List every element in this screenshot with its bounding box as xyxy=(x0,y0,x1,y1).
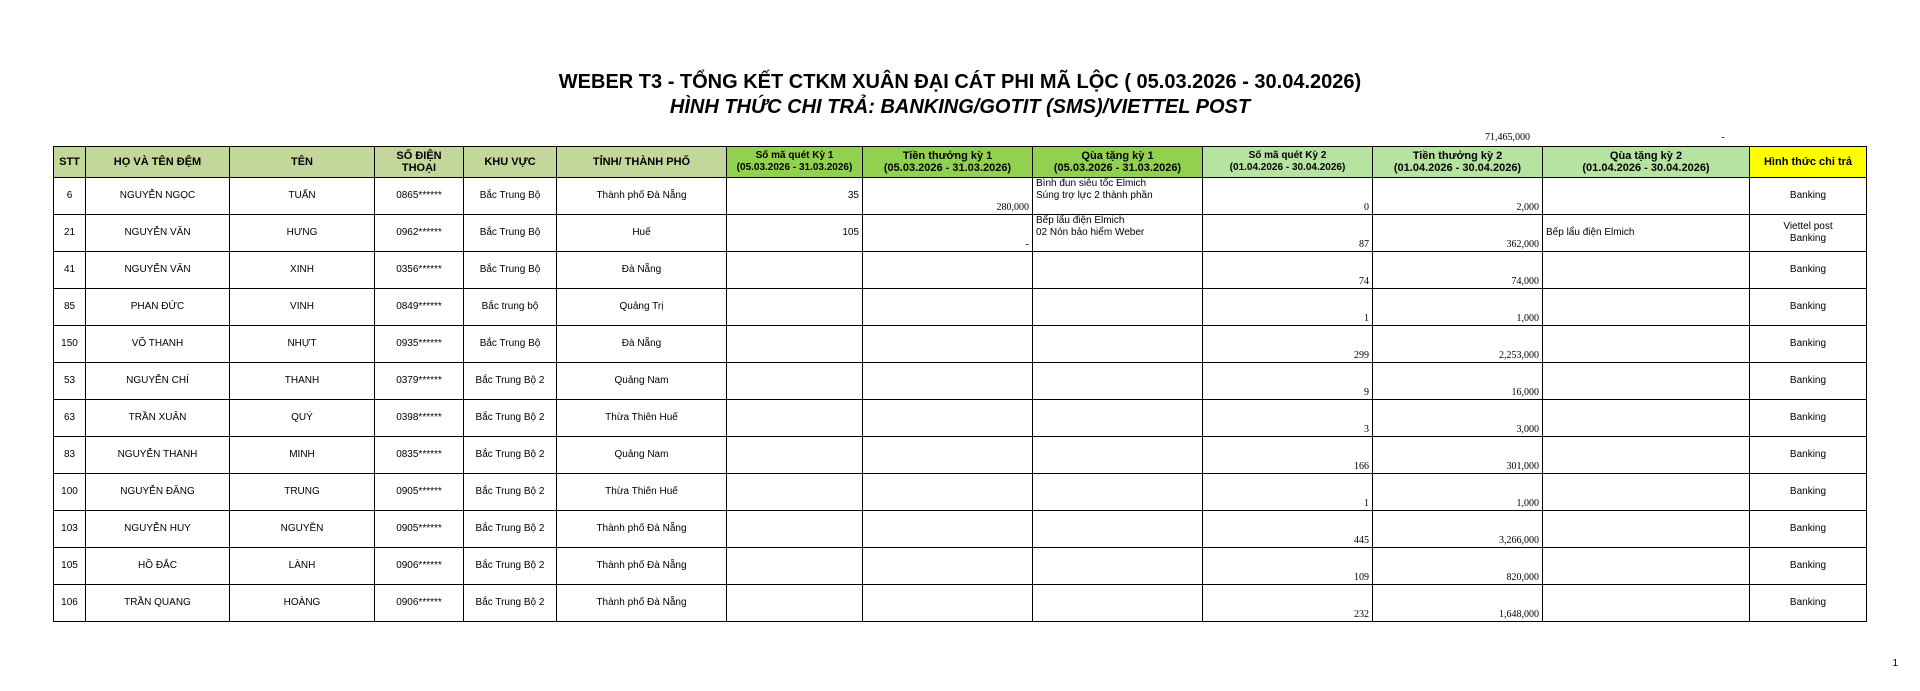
table-row xyxy=(54,474,1867,511)
cell-tinh-thanh-pho: Thành phố Đà Nẵng xyxy=(557,548,727,585)
cell-ten: HƯNG xyxy=(230,215,375,252)
cell-qua-ky1: Bình đun siêu tốc Elmich Súng trợ lực 2 thành phần xyxy=(1033,178,1203,215)
cell-tien-ky1 xyxy=(863,400,1033,437)
cell-tien-ky1 xyxy=(863,326,1033,363)
header-qua-ky2-label: Qùa tặng kỳ 2 xyxy=(1609,150,1683,162)
cell-hinh-thuc-chi-tra: Banking xyxy=(1750,474,1867,511)
cell-khu-vuc: Bắc Trung Bộ 2 xyxy=(464,363,557,400)
cell-ten: TRUNG xyxy=(230,474,375,511)
cell-qua-ky2 xyxy=(1543,511,1750,548)
cell-qua-ky2 xyxy=(1543,548,1750,585)
cell-tien-ky2: 2,000 xyxy=(1373,178,1543,215)
cell-hinh-thuc-chi-tra: Banking xyxy=(1750,400,1867,437)
total-dash: - xyxy=(1721,132,1725,143)
cell-stt: 100 xyxy=(54,474,86,511)
header-tien-ky1-label: Tiền thưởng kỳ 1 xyxy=(902,150,993,162)
cell-qua-ky1 xyxy=(1033,252,1203,289)
cell-ten: NGUYỀN xyxy=(230,511,375,548)
cell-so-ma-ky2: 445 xyxy=(1203,511,1373,548)
cell-tinh-thanh-pho: Thành phố Đà Nẵng xyxy=(557,178,727,215)
cell-khu-vuc: Bắc Trung Bộ 2 xyxy=(464,474,557,511)
cell-so-ma-ky1: 105 xyxy=(727,215,863,252)
cell-ho-ten-dem: NGUYỄN NGỌC xyxy=(86,178,230,215)
cell-tien-ky2: 301,000 xyxy=(1373,437,1543,474)
cell-so-ma-ky1 xyxy=(727,252,863,289)
cell-tien-ky2: 3,266,000 xyxy=(1373,511,1543,548)
cell-qua-ky1 xyxy=(1033,400,1203,437)
cell-stt: 63 xyxy=(54,400,86,437)
cell-so-dien-thoai: 0356****** xyxy=(375,252,464,289)
cell-ten: VINH xyxy=(230,289,375,326)
cell-so-ma-ky1 xyxy=(727,437,863,474)
cell-qua-ky1 xyxy=(1033,548,1203,585)
cell-hinh-thuc-chi-tra: Banking xyxy=(1750,178,1867,215)
cell-so-dien-thoai: 0905****** xyxy=(375,511,464,548)
table-row xyxy=(54,178,1867,215)
header-tien-ky2-label: Tiền thưởng kỳ 2 xyxy=(1412,150,1503,162)
cell-tien-ky1: - xyxy=(863,215,1033,252)
cell-qua-ky2 xyxy=(1543,178,1750,215)
header-stt: STT xyxy=(54,147,86,178)
cell-khu-vuc: Bắc Trung Bộ 2 xyxy=(464,585,557,622)
summary-table xyxy=(53,146,1867,622)
cell-tien-ky1 xyxy=(863,474,1033,511)
header-so-ma-ky2 xyxy=(1203,147,1373,178)
header-qua-ky2-range: (01.04.2026 - 30.04.2026) xyxy=(1582,162,1710,174)
cell-hinh-thuc-chi-tra: Banking xyxy=(1750,511,1867,548)
cell-stt: 83 xyxy=(54,437,86,474)
header-so-dien-thoai: SỐ ĐIỆN THOẠI xyxy=(375,147,464,178)
cell-qua-ky1 xyxy=(1033,474,1203,511)
header-so-ma-ky2-label: Số mã quét Kỳ 2 xyxy=(1248,150,1327,161)
header-so-ma-ky2-range: (01.04.2026 - 30.04.2026) xyxy=(1229,162,1346,173)
cell-qua-ky1 xyxy=(1033,511,1203,548)
cell-stt: 6 xyxy=(54,178,86,215)
cell-tinh-thanh-pho: Thành phố Đà Nẵng xyxy=(557,511,727,548)
table-row xyxy=(54,400,1867,437)
header-qua-ky1 xyxy=(1033,147,1203,178)
cell-so-dien-thoai: 0906****** xyxy=(375,548,464,585)
cell-khu-vuc: Bắc trung bộ xyxy=(464,289,557,326)
header-so-ma-ky1 xyxy=(727,147,863,178)
cell-qua-ky1 xyxy=(1033,326,1203,363)
cell-qua-ky2 xyxy=(1543,326,1750,363)
table-row xyxy=(54,548,1867,585)
cell-qua-ky2 xyxy=(1543,252,1750,289)
cell-stt: 53 xyxy=(54,363,86,400)
cell-so-ma-ky2: 3 xyxy=(1203,400,1373,437)
cell-hinh-thuc-chi-tra: Banking xyxy=(1750,326,1867,363)
table-row xyxy=(54,511,1867,548)
cell-qua-ky2 xyxy=(1543,400,1750,437)
cell-so-ma-ky1 xyxy=(727,585,863,622)
cell-so-dien-thoai: 0906****** xyxy=(375,585,464,622)
cell-ten: NHỰT xyxy=(230,326,375,363)
table-row xyxy=(54,252,1867,289)
cell-so-dien-thoai: 0379****** xyxy=(375,363,464,400)
cell-tien-ky2: 1,000 xyxy=(1373,474,1543,511)
cell-so-dien-thoai: 0865****** xyxy=(375,178,464,215)
cell-ho-ten-dem: PHAN ĐỨC xyxy=(86,289,230,326)
cell-qua-ky1 xyxy=(1033,437,1203,474)
cell-stt: 41 xyxy=(54,252,86,289)
cell-so-ma-ky2: 299 xyxy=(1203,326,1373,363)
cell-so-dien-thoai: 0905****** xyxy=(375,474,464,511)
cell-tinh-thanh-pho: Quảng Trị xyxy=(557,289,727,326)
cell-ten: LÀNH xyxy=(230,548,375,585)
cell-tien-ky1 xyxy=(863,511,1033,548)
header-qua-ky1-range: (05.03.2026 - 31.03.2026) xyxy=(1053,162,1182,174)
cell-tien-ky2: 820,000 xyxy=(1373,548,1543,585)
cell-stt: 21 xyxy=(54,215,86,252)
cell-tien-ky1 xyxy=(863,252,1033,289)
cell-hinh-thuc-chi-tra: Banking xyxy=(1750,363,1867,400)
cell-tinh-thanh-pho: Đà Nẵng xyxy=(557,326,727,363)
cell-stt: 103 xyxy=(54,511,86,548)
cell-tien-ky1 xyxy=(863,289,1033,326)
cell-tinh-thanh-pho: Thành phố Đà Nẵng xyxy=(557,585,727,622)
cell-so-dien-thoai: 0835****** xyxy=(375,437,464,474)
cell-khu-vuc: Bắc Trung Bộ xyxy=(464,215,557,252)
total-amount: 71,465,000 xyxy=(1485,132,1530,143)
cell-stt: 85 xyxy=(54,289,86,326)
cell-so-ma-ky1 xyxy=(727,511,863,548)
cell-so-ma-ky2: 0 xyxy=(1203,178,1373,215)
cell-so-ma-ky2: 74 xyxy=(1203,252,1373,289)
cell-so-dien-thoai: 0398****** xyxy=(375,400,464,437)
cell-tinh-thanh-pho: Huế xyxy=(557,215,727,252)
cell-qua-ky1 xyxy=(1033,289,1203,326)
cell-hinh-thuc-chi-tra: Banking xyxy=(1750,548,1867,585)
cell-qua-ky1 xyxy=(1033,363,1203,400)
header-so-ma-ky1-range: (05.03.2026 - 31.03.2026) xyxy=(736,162,853,173)
cell-hinh-thuc-chi-tra: Banking xyxy=(1750,437,1867,474)
cell-ten: MINH xyxy=(230,437,375,474)
cell-so-dien-thoai: 0849****** xyxy=(375,289,464,326)
cell-qua-ky2: Bếp lẩu điện Elmich xyxy=(1543,215,1750,252)
cell-so-ma-ky1 xyxy=(727,363,863,400)
cell-stt: 150 xyxy=(54,326,86,363)
cell-tien-ky1 xyxy=(863,363,1033,400)
cell-tien-ky2: 1,648,000 xyxy=(1373,585,1543,622)
cell-ho-ten-dem: NGUYỄN ĐĂNG xyxy=(86,474,230,511)
cell-qua-ky2 xyxy=(1543,289,1750,326)
header-so-ma-ky1-label: Số mã quét Kỳ 1 xyxy=(755,150,834,161)
cell-tinh-thanh-pho: Quảng Nam xyxy=(557,437,727,474)
table-row xyxy=(54,363,1867,400)
cell-ho-ten-dem: VÕ THANH xyxy=(86,326,230,363)
cell-stt: 106 xyxy=(54,585,86,622)
cell-tinh-thanh-pho: Quảng Nam xyxy=(557,363,727,400)
cell-so-ma-ky2: 232 xyxy=(1203,585,1373,622)
cell-tien-ky2: 2,253,000 xyxy=(1373,326,1543,363)
cell-ho-ten-dem: TRẦN QUANG xyxy=(86,585,230,622)
cell-tien-ky1 xyxy=(863,437,1033,474)
cell-ho-ten-dem: NGUYỄN VĂN xyxy=(86,215,230,252)
cell-tien-ky1: 280,000 xyxy=(863,178,1033,215)
cell-tien-ky2: 3,000 xyxy=(1373,400,1543,437)
cell-ten: QUÝ xyxy=(230,400,375,437)
cell-tien-ky2: 1,000 xyxy=(1373,289,1543,326)
cell-ho-ten-dem: NGUYỄN VĂN xyxy=(86,252,230,289)
cell-hinh-thuc-chi-tra: Banking xyxy=(1750,585,1867,622)
cell-tien-ky1 xyxy=(863,585,1033,622)
cell-so-ma-ky2: 9 xyxy=(1203,363,1373,400)
cell-khu-vuc: Bắc Trung Bộ 2 xyxy=(464,548,557,585)
header-qua-ky1-label: Qùa tặng kỳ 1 xyxy=(1081,150,1154,162)
cell-so-ma-ky1 xyxy=(727,289,863,326)
cell-so-ma-ky2: 87 xyxy=(1203,215,1373,252)
cell-ten: THANH xyxy=(230,363,375,400)
cell-tinh-thanh-pho: Thừa Thiên Huế xyxy=(557,474,727,511)
cell-so-ma-ky1 xyxy=(727,326,863,363)
cell-ho-ten-dem: TRẦN XUÂN xyxy=(86,400,230,437)
cell-so-ma-ky1: 35 xyxy=(727,178,863,215)
cell-khu-vuc: Bắc Trung Bộ xyxy=(464,252,557,289)
cell-ten: HOÀNG xyxy=(230,585,375,622)
header-tinh-thanh-pho: TỈNH/ THÀNH PHỐ xyxy=(557,147,727,178)
header-hinh-thuc-chi-tra: Hình thức chi trả xyxy=(1750,147,1867,178)
cell-so-ma-ky1 xyxy=(727,474,863,511)
header-khu-vuc: KHU VỰC xyxy=(464,147,557,178)
cell-qua-ky2 xyxy=(1543,585,1750,622)
cell-so-ma-ky1 xyxy=(727,548,863,585)
cell-qua-ky2 xyxy=(1543,437,1750,474)
cell-so-ma-ky2: 109 xyxy=(1203,548,1373,585)
cell-so-dien-thoai: 0935****** xyxy=(375,326,464,363)
header-tien-ky1-range: (05.03.2026 - 31.03.2026) xyxy=(883,162,1012,174)
table-row xyxy=(54,437,1867,474)
cell-hinh-thuc-chi-tra: Banking xyxy=(1750,252,1867,289)
table-header-row xyxy=(54,147,1867,178)
cell-ten: TUẤN xyxy=(230,178,375,215)
cell-ho-ten-dem: NGUYỄN CHÍ xyxy=(86,363,230,400)
table-row xyxy=(54,215,1867,252)
cell-tien-ky1 xyxy=(863,548,1033,585)
page-title: WEBER T3 - TỔNG KẾT CTKM XUÂN ĐẠI CÁT PHI MÃ LỘC ( 05.03.2026 - 30.04.2026) xyxy=(558,71,1362,93)
cell-stt: 105 xyxy=(54,548,86,585)
cell-hinh-thuc-chi-tra: Banking xyxy=(1750,289,1867,326)
header-ho-ten-dem: HỌ VÀ TÊN ĐỆM xyxy=(86,147,230,178)
cell-khu-vuc: Bắc Trung Bộ xyxy=(464,178,557,215)
cell-so-ma-ky2: 166 xyxy=(1203,437,1373,474)
cell-qua-ky1: Bếp lẩu điện Elmich 02 Nón bảo hiểm Weber xyxy=(1033,215,1203,252)
cell-so-dien-thoai: 0962****** xyxy=(375,215,464,252)
cell-tinh-thanh-pho: Thừa Thiên Huế xyxy=(557,400,727,437)
header-qua-ky2 xyxy=(1543,147,1750,178)
cell-tien-ky2: 362,000 xyxy=(1373,215,1543,252)
header-ten: TÊN xyxy=(230,147,375,178)
header-tien-ky2-range: (01.04.2026 - 30.04.2026) xyxy=(1393,162,1522,174)
cell-ho-ten-dem: NGUYỄN HUY xyxy=(86,511,230,548)
header-tien-ky2 xyxy=(1373,147,1543,178)
table-row xyxy=(54,585,1867,622)
cell-so-ma-ky2: 1 xyxy=(1203,289,1373,326)
table-row xyxy=(54,326,1867,363)
cell-so-ma-ky2: 1 xyxy=(1203,474,1373,511)
header-tien-ky1 xyxy=(863,147,1033,178)
cell-ho-ten-dem: NGUYỄN THANH xyxy=(86,437,230,474)
cell-qua-ky1 xyxy=(1033,585,1203,622)
page-number: 1 xyxy=(1892,658,1898,669)
cell-khu-vuc: Bắc Trung Bộ 2 xyxy=(464,400,557,437)
cell-ho-ten-dem: HỒ ĐẮC xyxy=(86,548,230,585)
cell-tien-ky2: 16,000 xyxy=(1373,363,1543,400)
page-subtitle: HÌNH THỨC CHI TRẢ: BANKING/GOTIT (SMS)/VIETTEL POST xyxy=(669,96,1251,118)
cell-khu-vuc: Bắc Trung Bộ 2 xyxy=(464,437,557,474)
table-row xyxy=(54,289,1867,326)
cell-tinh-thanh-pho: Đà Nẵng xyxy=(557,252,727,289)
cell-ten: XINH xyxy=(230,252,375,289)
cell-khu-vuc: Bắc Trung Bộ 2 xyxy=(464,511,557,548)
cell-so-ma-ky1 xyxy=(727,400,863,437)
cell-hinh-thuc-chi-tra: Viettel post Banking xyxy=(1750,215,1867,252)
cell-qua-ky2 xyxy=(1543,474,1750,511)
cell-khu-vuc: Bắc Trung Bộ xyxy=(464,326,557,363)
cell-qua-ky2 xyxy=(1543,363,1750,400)
cell-tien-ky2: 74,000 xyxy=(1373,252,1543,289)
